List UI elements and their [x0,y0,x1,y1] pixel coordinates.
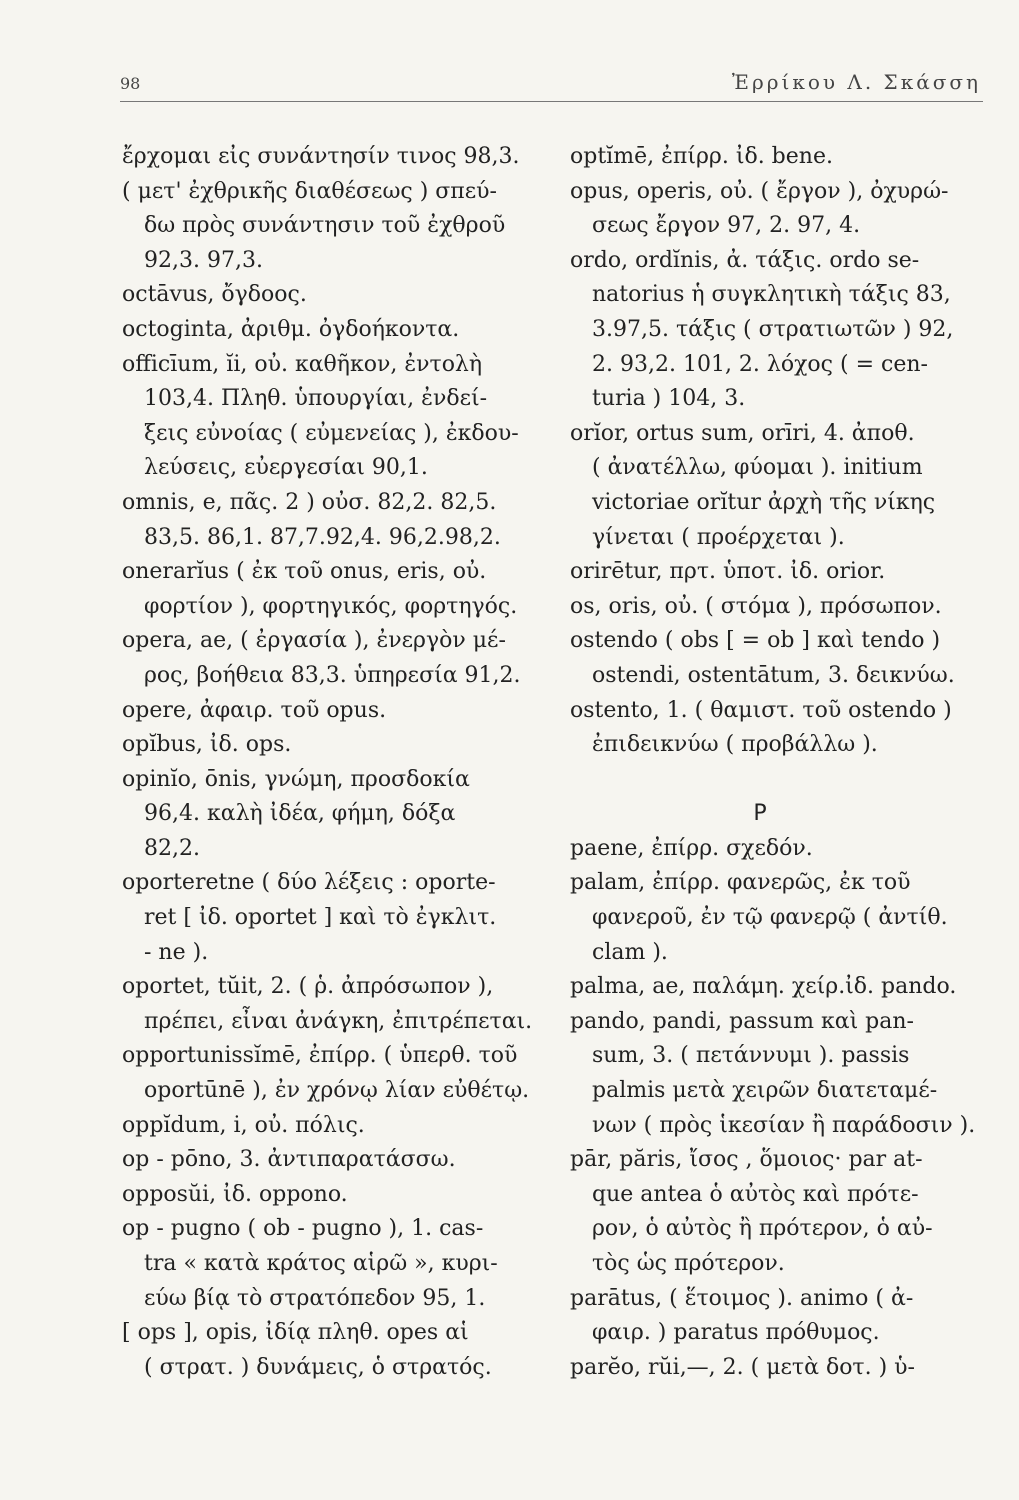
entry-line: orirētur, πρτ. ὑποτ. ἰδ. orior. [570,559,886,585]
entry-line: octoginta, ἀριθμ. ὀγδοήκοντα. [122,316,460,342]
entry-line: - ne ). [144,939,209,965]
entry-line: palmis μετὰ χειρῶν διατεταμέ- [592,1078,938,1104]
entry-line: ἔρχομαι εἰς συνάντησίν τινος 98,3. [122,144,520,169]
page-number: 98 [120,74,141,93]
entry-line: ρος, βοήθεια 83,3. ὑπηρεσία 91,2. [144,662,521,688]
entry-line: paene, ἐπίρρ. σχεδόν. [570,835,813,861]
entry-line: ordo, ordĭnis, ἀ. τάξις. ordo se- [570,247,920,273]
entry-line: onerarĭus ( ἐκ τοῦ onus, eris, οὐ. [122,559,487,585]
left-column [122,140,540,1385]
entry-line: τὸς ὡς πρότερον. [592,1251,785,1276]
entry-line: δω πρὸς συνάντησιν τοῦ ἐχθροῦ [144,213,506,239]
entry-line: ἐπιδεικνύω ( προβάλλω ). [592,732,878,758]
entry-line: victoriae orĭtur ἀρχὴ τῆς νίκης [592,489,936,515]
entry-line: pando, pandi, passum καὶ pan- [570,1008,914,1034]
entry-line: 92,3. 97,3. [144,247,263,273]
entry-line: 2. 93,2. 101, 2. λόχος ( = cen- [592,351,928,377]
entry-line: ρον, ὁ αὐτὸς ἢ πρότερον, ὁ αὐ- [592,1216,933,1242]
entry-line: turia ) 104, 3. [592,386,746,412]
entry-line: νων ( πρὸς ἱκεσίαν ἢ παράδοσιν ). [592,1112,976,1138]
entry-line: ( στρατ. ) δυνάμεις, ὁ στρατός. [144,1354,492,1380]
entry-line: oporteretne ( δύο λέξεις : oporte- [122,870,496,896]
entry-line: opportunissĭmē, ἐπίρρ. ( ὑπερθ. τοῦ [122,1043,518,1069]
entry-line: parĕo, rŭi,—, 2. ( μετὰ δοτ. ) ὑ- [570,1354,915,1380]
entry-line: oppĭdum, i, οὐ. πόλις. [122,1112,365,1138]
entry-line: os, oris, οὐ. ( στόμα ), πρόσωπον. [570,593,942,619]
entry-line: omnis, e, πᾶς. 2 ) οὐσ. 82,2. 82,5. [122,489,497,515]
entry-line: γίνεται ( προέρχεται ). [592,524,845,550]
entry-line: 82,2. [144,835,200,861]
section-letter: P [753,801,767,827]
entry-line: palam, ἐπίρρ. φανερῶς, ἐκ τοῦ [570,870,911,896]
entry-line: 103,4. Πληθ. ὑπουργίαι, ἐνδεί- [144,386,488,412]
entry-line: op - pugno ( ob - pugno ), 1. cas- [122,1216,484,1242]
entry-line: clam ). [592,939,668,965]
entry-line: que antea ὁ αὐτὸς καὶ πρότε- [592,1181,919,1207]
entry-line: ostendo ( obs [ = ob ] καὶ tendo ) [570,628,941,654]
entry-line: opposŭi, ἰδ. oppono. [122,1181,348,1207]
entry-line: oportūnē ), ἐν χρόνῳ λίαν εὐθέτῳ. [144,1078,530,1104]
blank-line [570,763,990,798]
entry-line: σεως ἔργον 97, 2. 97, 4. [592,213,861,239]
entry-line: λεύσεις, εὐεργεσίαι 90,1. [144,455,428,481]
entry-line: optĭmē, ἐπίρρ. ἰδ. bene. [570,144,833,169]
header-rule [120,101,983,102]
entry-line: 96,4. καλὴ ἰδέα, φήμη, δόξα [144,801,456,827]
entry-line: 3.97,5. τάξις ( στρατιωτῶν ) 92, [592,316,954,342]
entry-line: ( ἀνατέλλω, φύομαι ). initium [592,455,923,481]
entry-line: opĭbus, ἰδ. ops. [122,732,292,758]
entry-line: sum, 3. ( πετάννυμι ). passis [592,1043,910,1069]
entry-line: ξεις εὐνοίας ( εὐμενείας ), ἐκδου- [144,420,519,446]
entry-line: palma, ae, παλάμη. χείρ.ἰδ. pando. [570,974,957,1000]
entry-line: φανεροῦ, ἐν τῷ φανερῷ ( ἀντίθ. [592,905,948,931]
entry-line: opera, ae, ( ἐργασία ), ἐνεργὸν μέ- [122,628,506,654]
entry-line: oportet, tŭit, 2. ( ῥ. ἀπρόσωπον ), [122,974,494,1000]
entry-line: φαιρ. ) paratus πρόθυμος. [592,1320,880,1346]
entry-line: orĭor, ortus sum, orīri, 4. ἀποθ. [570,420,915,446]
entry-line: ( μετ' ἐχθρικῆς διαθέσεως ) σπεύ- [122,178,497,204]
entry-line: opere, ἀφαιρ. τοῦ opus. [122,697,387,723]
entry-line: natorius ἡ συγκλητικὴ τάξις 83, [592,282,951,308]
entry-line: pār, păris, ἴσος , ὅμοιος· par at- [570,1147,923,1173]
entry-line: πρέπει, εἶναι ἀνάγκη, ἐπιτρέπεται. [144,1008,533,1034]
entry-line: 83,5. 86,1. 87,7.92,4. 96,2.98,2. [144,524,501,550]
entry-line: [ ops ], opis, ἰδίᾳ πληθ. opes αἱ [122,1320,469,1346]
entry-line: ret [ ἰδ. oportet ] καὶ τὸ ἐγκλιτ. [144,905,497,931]
entry-line: ostendi, ostentātum, 3. δεικνύω. [592,662,955,688]
entry-line: officīum, ĭi, οὐ. καθῆκον, ἐντολὴ [122,351,483,377]
entry-line: εύω βίᾳ τὸ στρατόπεδον 95, 1. [144,1285,486,1311]
entry-line: parātus, ( ἕτοιμος ). animo ( ἀ- [570,1285,914,1311]
entry-line: ostento, 1. ( θαμιστ. τοῦ ostendo ) [570,697,952,723]
entry-line: octāvus, ὄγδοος. [122,282,307,308]
entry-line: tra « κατὰ κράτος αἱρῶ », κυρι- [144,1251,498,1276]
entry-line: φορτίον ), φορτηγικός, φορτηγός. [144,593,518,619]
entry-line: opinĭo, ōnis, γνώμη, προσδοκία [122,766,470,792]
entry-line: op - pōno, 3. ἀντιπαρατάσσω. [122,1147,456,1173]
entry-line: opus, operis, οὐ. ( ἔργον ), ὀχυρώ- [570,178,949,204]
running-head: Ἐρρίκου Λ. Σκάσση [731,70,981,94]
right-column [570,140,990,1385]
